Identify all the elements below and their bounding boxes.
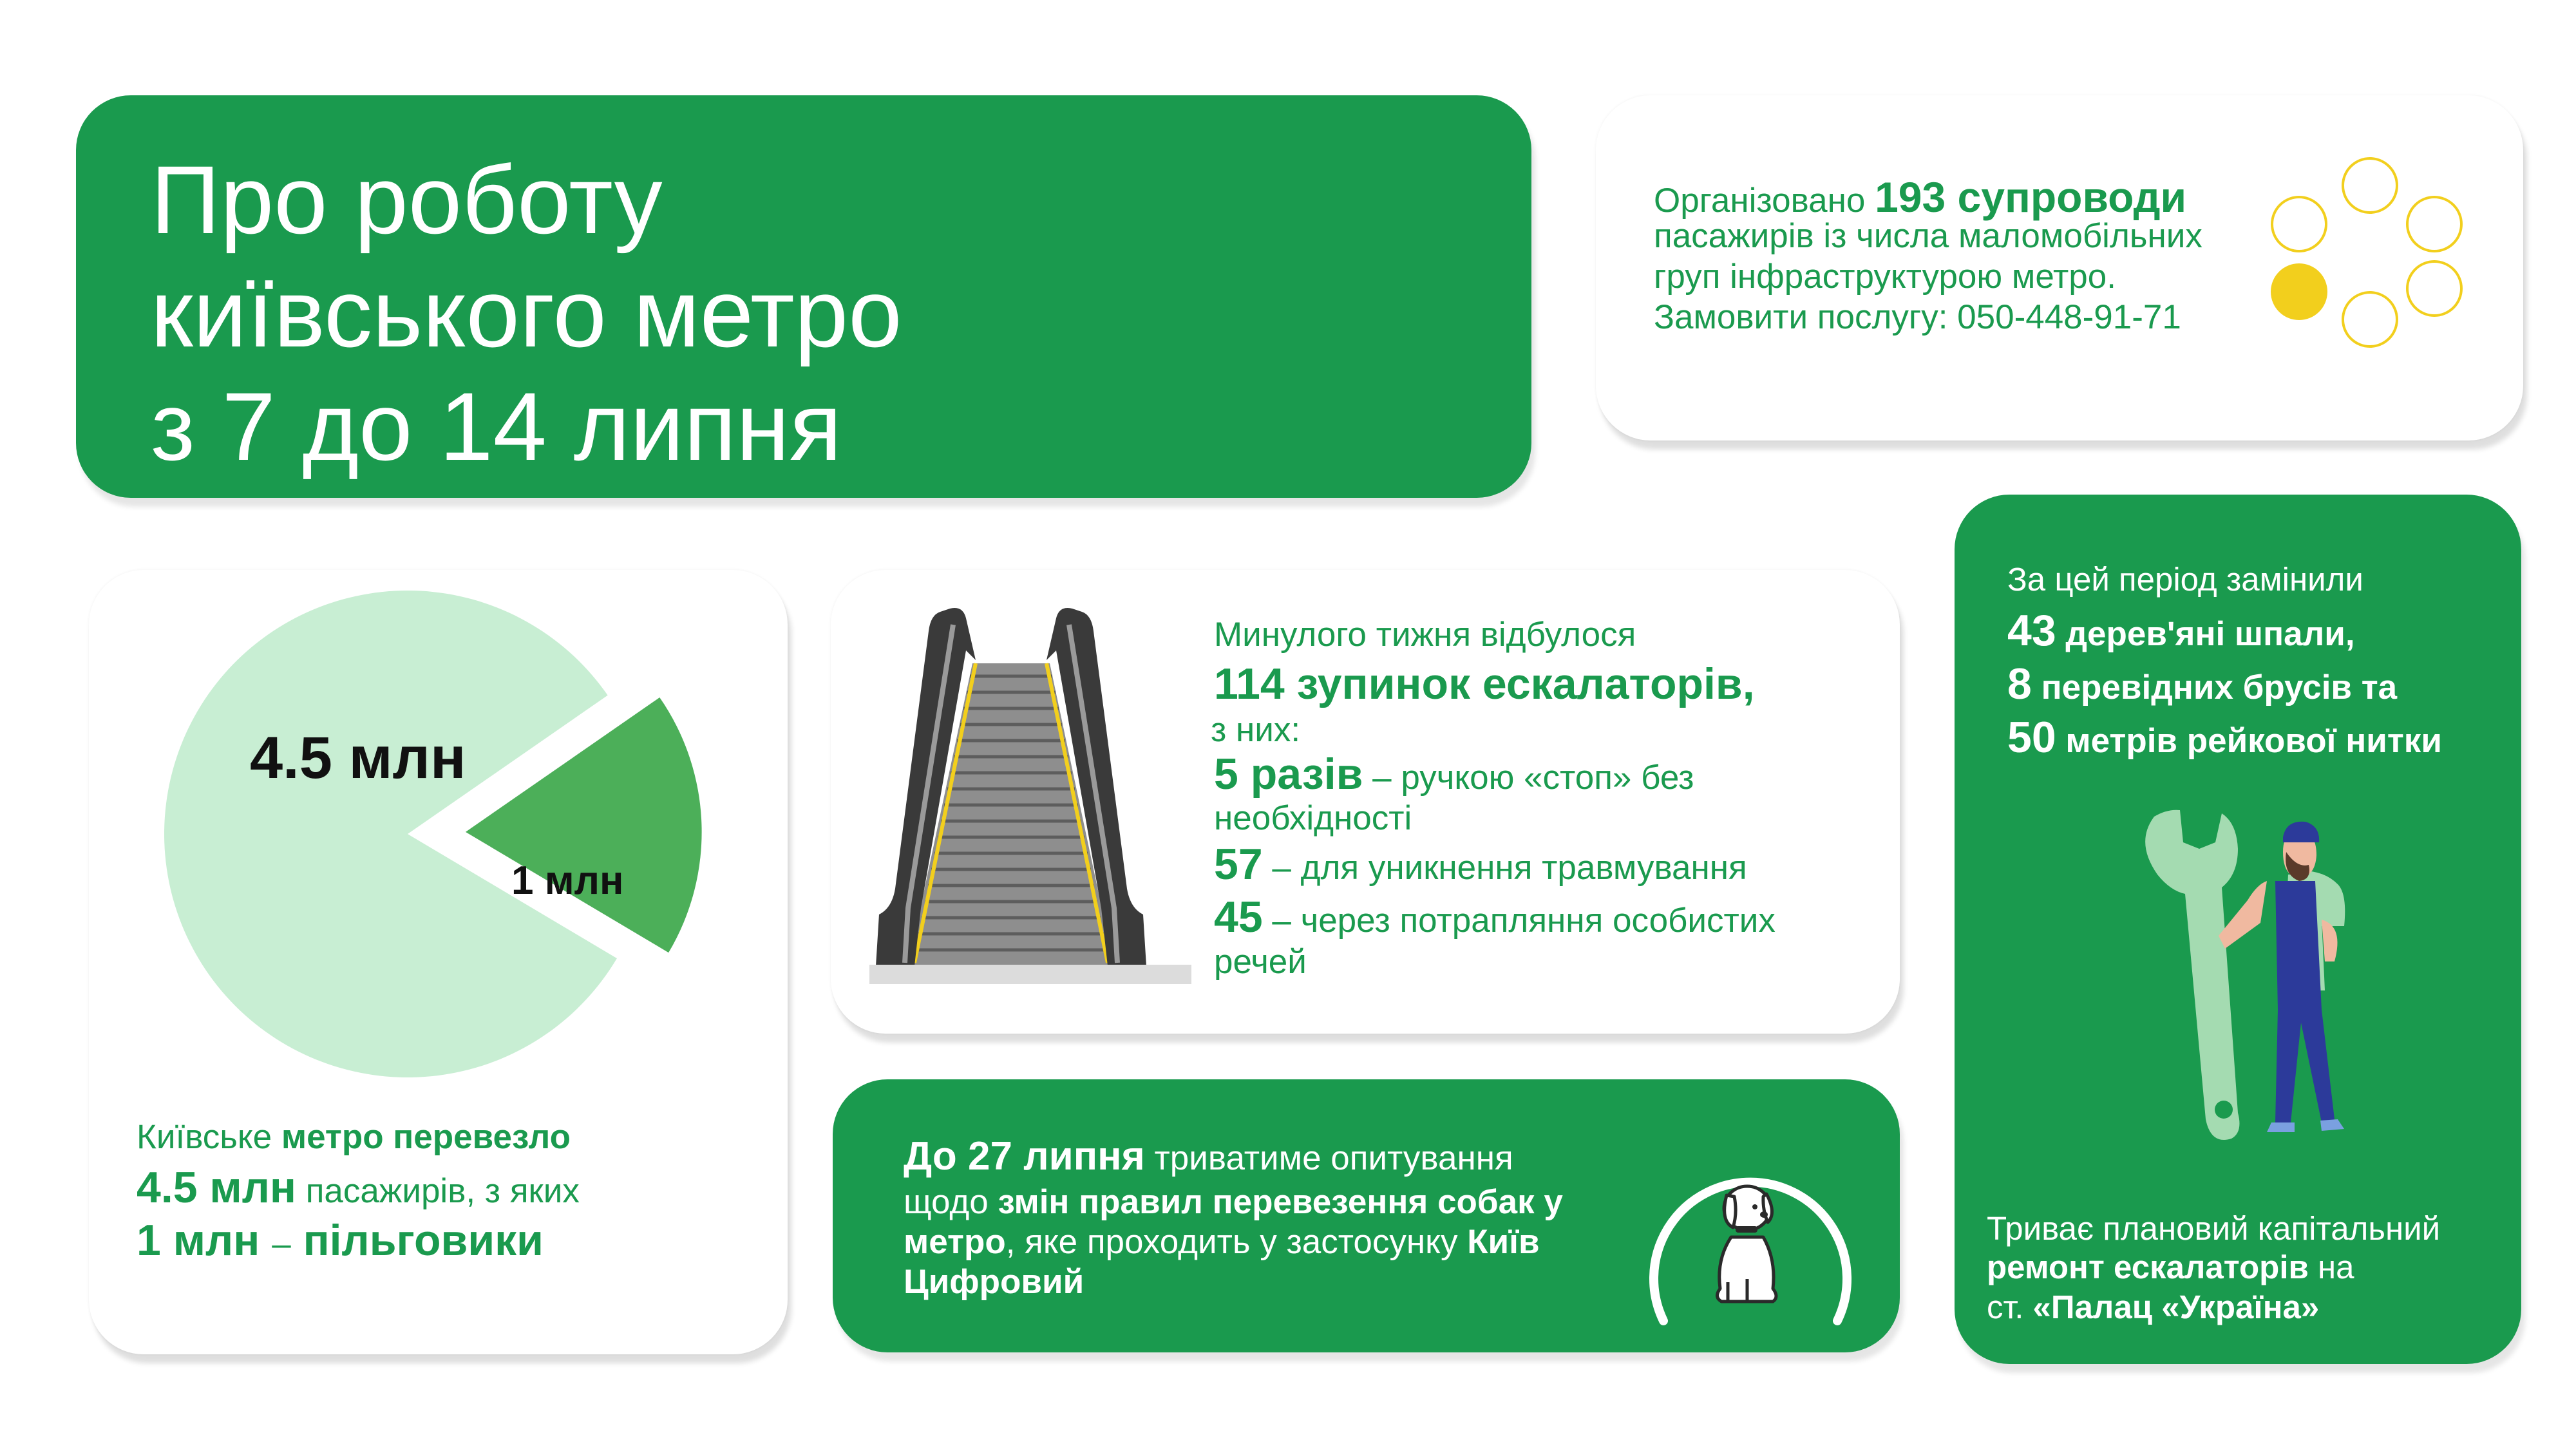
stops-intro: Минулого тижня відбулося — [1214, 616, 1636, 654]
stops-row-2 — [1214, 839, 1747, 889]
passengers-total-suffix: пасажирів, з яких — [305, 1172, 580, 1210]
repair-station: «Палац «Україна» — [2032, 1289, 2320, 1325]
stops-row-2-text: – для уникнення травмування — [1272, 849, 1747, 887]
stops-of-them: з них: — [1211, 711, 1301, 749]
survey-bold-4: Київ — [1467, 1223, 1540, 1261]
stops-row-1-num: 5 разів — [1214, 750, 1363, 799]
replacement-num-2: 8 — [2007, 659, 2032, 708]
escort-pre: Організовано — [1654, 182, 1866, 220]
replacement-row-3 — [2007, 712, 2442, 762]
replacement-num-1: 43 — [2007, 606, 2056, 655]
replacement-text-1: дерев'яні шпали, — [2065, 615, 2355, 653]
passengers-line-2 — [137, 1162, 580, 1213]
escort-card — [1596, 95, 2523, 440]
stops-row-3 — [1214, 892, 1776, 942]
stops-row-1-text: – ручкою «стоп» без — [1372, 759, 1694, 797]
repair-station-pre: ст. — [1987, 1289, 2024, 1325]
passengers-benefit-word: пільговики — [303, 1216, 544, 1265]
survey-line-2 — [904, 1182, 1563, 1222]
repair-line-1: Триває плановий капітальний — [1987, 1210, 2441, 1247]
title-line-1: Про роботу — [151, 146, 663, 254]
repair-line-2 — [1987, 1248, 2354, 1286]
survey-line-3 — [904, 1222, 1540, 1262]
pie-label-1m: 1 млн — [511, 858, 624, 903]
replacement-text-2: перевідних брусів та — [2041, 668, 2398, 706]
repair-line-3 — [1987, 1288, 2319, 1326]
survey-bold-2: змін правил перевезення собак у — [998, 1183, 1563, 1221]
survey-text-3: , яке проходить у застосунку — [1005, 1223, 1458, 1261]
passengers-line-3 — [137, 1215, 544, 1265]
stops-row-3-text-2: речей — [1214, 943, 1307, 981]
stops-row-3-num: 45 — [1214, 893, 1263, 942]
survey-line-1 — [904, 1133, 1513, 1179]
survey-line-4: Цифровий — [904, 1263, 1084, 1301]
loading-circles-icon — [1596, 95, 2523, 440]
replacement-card — [1955, 495, 2521, 1364]
repair-rest: на — [2318, 1249, 2354, 1285]
replacement-intro: За цей період замінили — [2007, 561, 2363, 598]
escalator-icon — [869, 605, 1191, 985]
escort-line-3: груп інфраструктурою метро. — [1654, 258, 2116, 296]
passengers-card — [89, 570, 788, 1354]
dog-icon — [1644, 1131, 1863, 1324]
replacement-num-3: 50 — [2007, 713, 2056, 762]
passengers-pie-chart — [89, 570, 788, 1150]
escort-phone: Замовити послугу: 050-448-91-71 — [1654, 298, 2181, 336]
repair-bold: ремонт ескалаторів — [1987, 1249, 2309, 1285]
survey-bold-3: метро — [904, 1223, 1006, 1261]
stops-row-1-text-2: необхідності — [1214, 799, 1412, 837]
stops-total: 114 зупинок ескалаторів, — [1214, 659, 1755, 708]
pie-label-4-5m: 4.5 млн — [250, 725, 466, 791]
escort-count: 193 супроводи — [1875, 173, 2187, 221]
escalator-stops-card — [831, 570, 1900, 1034]
title-line-3: з 7 до 14 липня — [151, 372, 842, 480]
stops-row-2-num: 57 — [1214, 840, 1263, 889]
worker-wrench-icon — [2128, 797, 2399, 1158]
passengers-benefit-dash: – — [272, 1225, 291, 1263]
survey-text-1: триватиме опитування — [1154, 1139, 1513, 1177]
stops-row-3-text: – через потрапляння особистих — [1272, 902, 1776, 940]
survey-card — [833, 1079, 1900, 1352]
passengers-total: 4.5 млн — [137, 1163, 296, 1212]
title-card — [76, 95, 1531, 498]
passengers-line-1 — [137, 1117, 571, 1157]
replacement-row-2 — [2007, 659, 2397, 709]
passengers-pre: Київське — [137, 1118, 272, 1156]
passengers-bold: метро перевезло — [281, 1118, 571, 1156]
stops-row-1 — [1214, 749, 1694, 799]
replacement-row-1 — [2007, 605, 2355, 656]
escort-line-2: пасажирів із числа маломобільних — [1654, 217, 2202, 255]
survey-text-2: щодо — [904, 1183, 989, 1221]
passengers-benefit: 1 млн — [137, 1216, 260, 1265]
replacement-text-3: метрів рейкової нитки — [2065, 722, 2442, 760]
title-line-2: київського метро — [151, 259, 902, 367]
survey-date: До 27 липня — [904, 1134, 1145, 1179]
